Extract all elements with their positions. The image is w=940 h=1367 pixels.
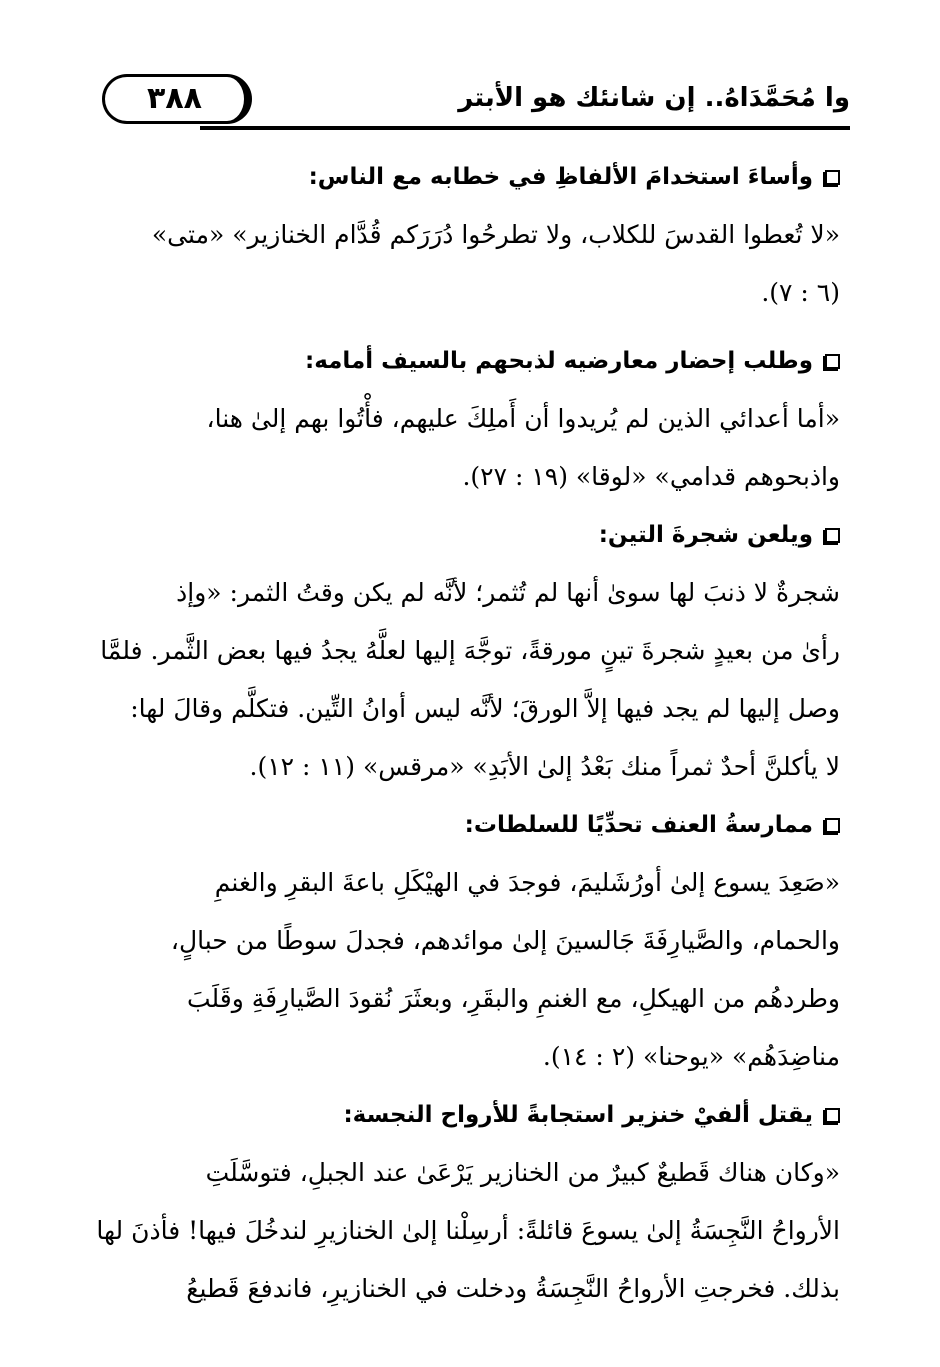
square-bullet-icon [825, 1108, 840, 1123]
page-number-badge [102, 74, 252, 124]
heading-text: وطلب إحضار معارضيه لذبحهم بالسيف أمامه: [305, 348, 813, 374]
square-bullet-icon [825, 354, 840, 369]
page-header [90, 70, 850, 132]
text-line: وصل إليها لم يجد فيها إلاَّ الورقَ؛ لأنَّه ليس أوانُ التِّين. فتكلَّم وقالَ لها: [130, 694, 840, 723]
running-title: وا مُحَمَّدَاهُ.. إن شانئك هو الأبتر [458, 83, 850, 113]
text-line: لا يأكلنَّ أحدٌ ثمراً منك بَعْدُ إلىٰ الأبَدِ» «مرقس» (١١ : ١٢). [249, 752, 840, 781]
text-line: «لا تُعطوا القدسَ للكلاب، ولا تطرحُوا دُرَرَكم قُدَّام الخنازير» «متى» [151, 220, 840, 249]
page-body [92, 148, 840, 1318]
heading-text: ويلعن شجرةَ التين: [598, 522, 813, 548]
heading-text: يقتل ألفيْ خنزير استجابةً للأرواح النجسة: [343, 1102, 813, 1128]
section-heading [92, 1086, 840, 1144]
text-line: الأرواحُ النَّجِسَةُ إلىٰ يسوعَ قائلةً: أرسِلْنا إلىٰ الخنازيرِ لندخُلَ فيها! فأذنَ لها [96, 1216, 840, 1245]
text-line: وطردهُم من الهيكلِ، مع الغنمِ والبقَرِ، وبعثَرَ نُقودَ الصَّيارِفَةِ وقَلَبَ [186, 984, 840, 1013]
text-line: (٦ : ٧). [761, 278, 840, 307]
header-rule [200, 126, 850, 130]
heading-text: ممارسةُ العنف تحدِّيًا للسلطات: [464, 812, 813, 838]
text-line: «وكان هناك قَطيعٌ كبيرٌ من الخنازير يَرْعَىٰ عند الجبلِ، فتوسَّلَتِ [205, 1158, 840, 1187]
text-line: شجرةٌ لا ذنبَ لها سوىٰ أنها لم تُثمر؛ لأنَّه لم يكن وقتُ الثمر: «وإذ [176, 578, 840, 607]
text-line: بذلك. فخرجتِ الأرواحُ النَّجِسَةُ ودخلت في الخنازيرِ، فاندفعَ قَطيعُ [186, 1274, 840, 1303]
section-heading [92, 796, 840, 854]
text-line: واذبحوهم قدامي» «لوقا» (١٩ : ٢٧). [462, 462, 840, 491]
square-bullet-icon [825, 818, 840, 833]
page-number: ٣٨٨ [147, 81, 202, 116]
text-line: رأىٰ من بعيدٍ شجرةَ تينٍ مورقةً، توجَّهَ إليها لعلَّهُ يجدُ فيها بعض الثَّمر. فلمَّا [100, 636, 840, 665]
square-bullet-icon [825, 528, 840, 543]
text-line: «صَعِدَ يسوع إلىٰ أورُشَليمَ، فوجدَ في الهيْكَلِ باعةَ البقرِ والغنمِ [214, 868, 840, 897]
text-line: «أما أعدائي الذين لم يُريدوا أن أَملِكَ عليهم، فأْتُوا بهم إلىٰ هنا، [206, 404, 840, 433]
section-heading [92, 148, 840, 206]
square-bullet-icon [825, 170, 840, 185]
text-line: والحمام، والصَّيارِفَةَ جَالسينَ إلىٰ موائدهم، فجدلَ سوطًا من حبالٍ، [170, 926, 840, 955]
section-heading [92, 332, 840, 390]
section-heading [92, 506, 840, 564]
heading-text: وأساءَ استخدامَ الألفاظِ في خطابه مع الناس: [308, 164, 813, 190]
text-line: مناضِدَهُم» «يوحنا» (٢ : ١٤). [542, 1042, 840, 1071]
